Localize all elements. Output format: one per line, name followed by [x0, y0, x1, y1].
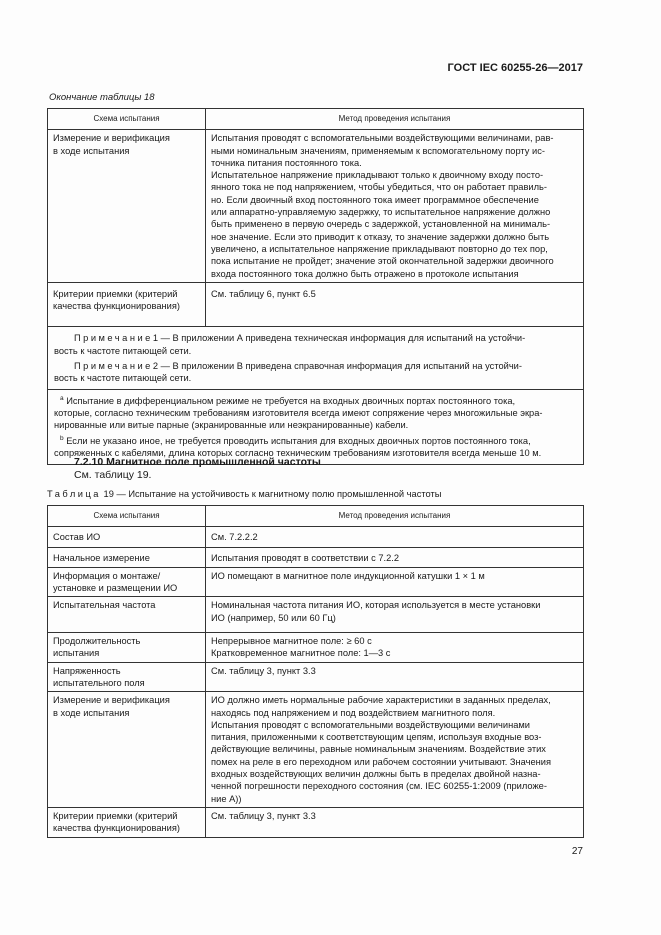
footnote-b: $^b$ Если не указано иное, не требуется проводить испытания для входных двоичных портов постоянного тока,: [60, 434, 531, 446]
col-header-method: Метод проведения испытания: [206, 506, 584, 527]
row-method: ИО должно иметь нормальные рабочие характеристики в заданных пределах, находясь под напряжением и под воздействием магнитного поля. Испытания проводят с вспомогательными воздействующими величинами питания, приложенными к соответствующим цепям, используя входные воз- действующие величины, равные номинальным значениям. Воздействие этих помех на реле в его переходном или рабочем состоянии учитывают. Значения входных воздействующих величин должны быть в пределах двойной назна- ченной погрешности переходного состояния (см. IEC 60255-1:2009 (приложе- ние А)): [206, 692, 584, 808]
footnotes-row: [48, 389, 584, 464]
row-label: Измерение и верификация в ходе испытания: [48, 692, 206, 808]
col-header-scheme: Схема испытания: [48, 109, 206, 130]
table-header-row: [48, 109, 584, 130]
table18-caption: Окончание таблицы 18: [49, 92, 155, 103]
table-row: [48, 692, 584, 808]
table-row: [48, 633, 584, 663]
section-reference: См. таблицу 19.: [74, 469, 152, 481]
notes-row: [48, 327, 584, 389]
table-row: [48, 547, 584, 567]
col-header-method: Метод проведения испытания: [206, 109, 584, 130]
row-method: Испытания проводят с вспомогательными воздействующими величинами, рав- ными номинальным значениям, применяемым к вспомогательному порту ис- точника питания постоянного тока. Испытательное напряжение прикладывают только к двоичному входу посто- янного тока не под напряжением, чтобы убедиться, что он работает правиль- но. Если двоичный вход постоянного тока имеет программное обеспечение или аппаратно-управляемую задержку, то испытательное напряжение должно быть применено в первую очередь с задержкой, установленной на минималь- ное значение. Если это приводит к отказу, то значение задержки должно быть увеличено, а испытательное напряжение прикладывают повторно до тех пор, пока испытание не пройдет; значение этой окончательной задержки двоичного входа постоянного тока должно быть отражено в протоколе испытания: [206, 130, 584, 283]
row-label: Измерение и верификация в ходе испытания: [48, 130, 206, 283]
row-method: См. таблицу 6, пункт 6.5: [206, 282, 584, 327]
table-18: [47, 108, 584, 465]
table19-caption: Таблица 19 — Испытание на устойчивость к магнитному полю промышленной частоты: [47, 489, 442, 499]
footnote-a: $^a$ Испытание в дифференциальном режиме не требуется на входных двоичных портах постоянного тока,: [60, 394, 516, 406]
row-method: Непрерывное магнитное поле: ≥ 60 с Кратковременное магнитное поле: 1—3 с: [206, 633, 584, 663]
table-header-row: [48, 506, 584, 527]
row-label: Информация о монтаже/ установке и размещении ИО: [48, 567, 206, 597]
section-title: 7.2.10 Магнитное поле промышленной частоты: [74, 456, 321, 468]
table-row: [48, 567, 584, 597]
row-label: Критерии приемки (критерий качества функционирования): [48, 282, 206, 327]
note-2: Примечание2 — В приложении В приведена справочная информация для испытаний на устойчи-: [74, 361, 522, 372]
row-label: Критерии приемки (критерий качества функционирования): [48, 807, 206, 837]
notes-cell: Примечание1 — В приложении А приведена техническая информация для испытаний на устойчи- вость к частоте питающей сети. Примечание2 — В приложении В приведена справочная информация для испытаний на устойчи- вость к частоте питающей сети.: [48, 327, 584, 389]
row-method: Номинальная частота питания ИО, которая используется в месте установки ИО (например, 50 или 60 Гц): [206, 597, 584, 633]
standard-number: ГОСТ IEC 60255-26—2017: [447, 62, 583, 74]
row-label: Испытательная частота: [48, 597, 206, 633]
row-method: См. 7.2.2.2: [206, 527, 584, 547]
row-label: Продолжительность испытания: [48, 633, 206, 663]
row-method: См. таблицу 3, пункт 3.3: [206, 807, 584, 837]
table-row: [48, 807, 584, 837]
table-row: [48, 662, 584, 692]
footnotes-cell: $^a$ Испытание в дифференциальном режиме не требуется на входных двоичных портах постоянного тока, которые, согласно техническим требованиям изготовителя всегда имеют сопряжение через многожильные экра- нированные или витые парные (экранированные или неэкранированные) кабели. $^b$ Если не указано иное, не требуется проводить испытания для входных двоичных портов постоянного тока, сопряженных с кабелями, длина которых согласно техническим требованиям изготовителя всегда меньше 10 м.: [48, 389, 584, 464]
row-label: Напряженность испытательного поля: [48, 662, 206, 692]
row-label: Начальное измерение: [48, 547, 206, 567]
table-row: [48, 527, 584, 547]
row-label: Состав ИО: [48, 527, 206, 547]
row-method: Испытания проводят в соответствии с 7.2.2: [206, 547, 584, 567]
row-method: См. таблицу 3, пункт 3.3: [206, 662, 584, 692]
table-19: [47, 505, 584, 838]
row-method: ИО помещают в магнитное поле индукционной катушки 1 × 1 м: [206, 567, 584, 597]
table-row: [48, 282, 584, 327]
page-number: 27: [571, 846, 583, 857]
note-1: Примечание1 — В приложении А приведена техническая информация для испытаний на устойчи-: [74, 333, 526, 344]
table-row: [48, 597, 584, 633]
table-row: [48, 130, 584, 283]
col-header-scheme: Схема испытания: [48, 506, 206, 527]
